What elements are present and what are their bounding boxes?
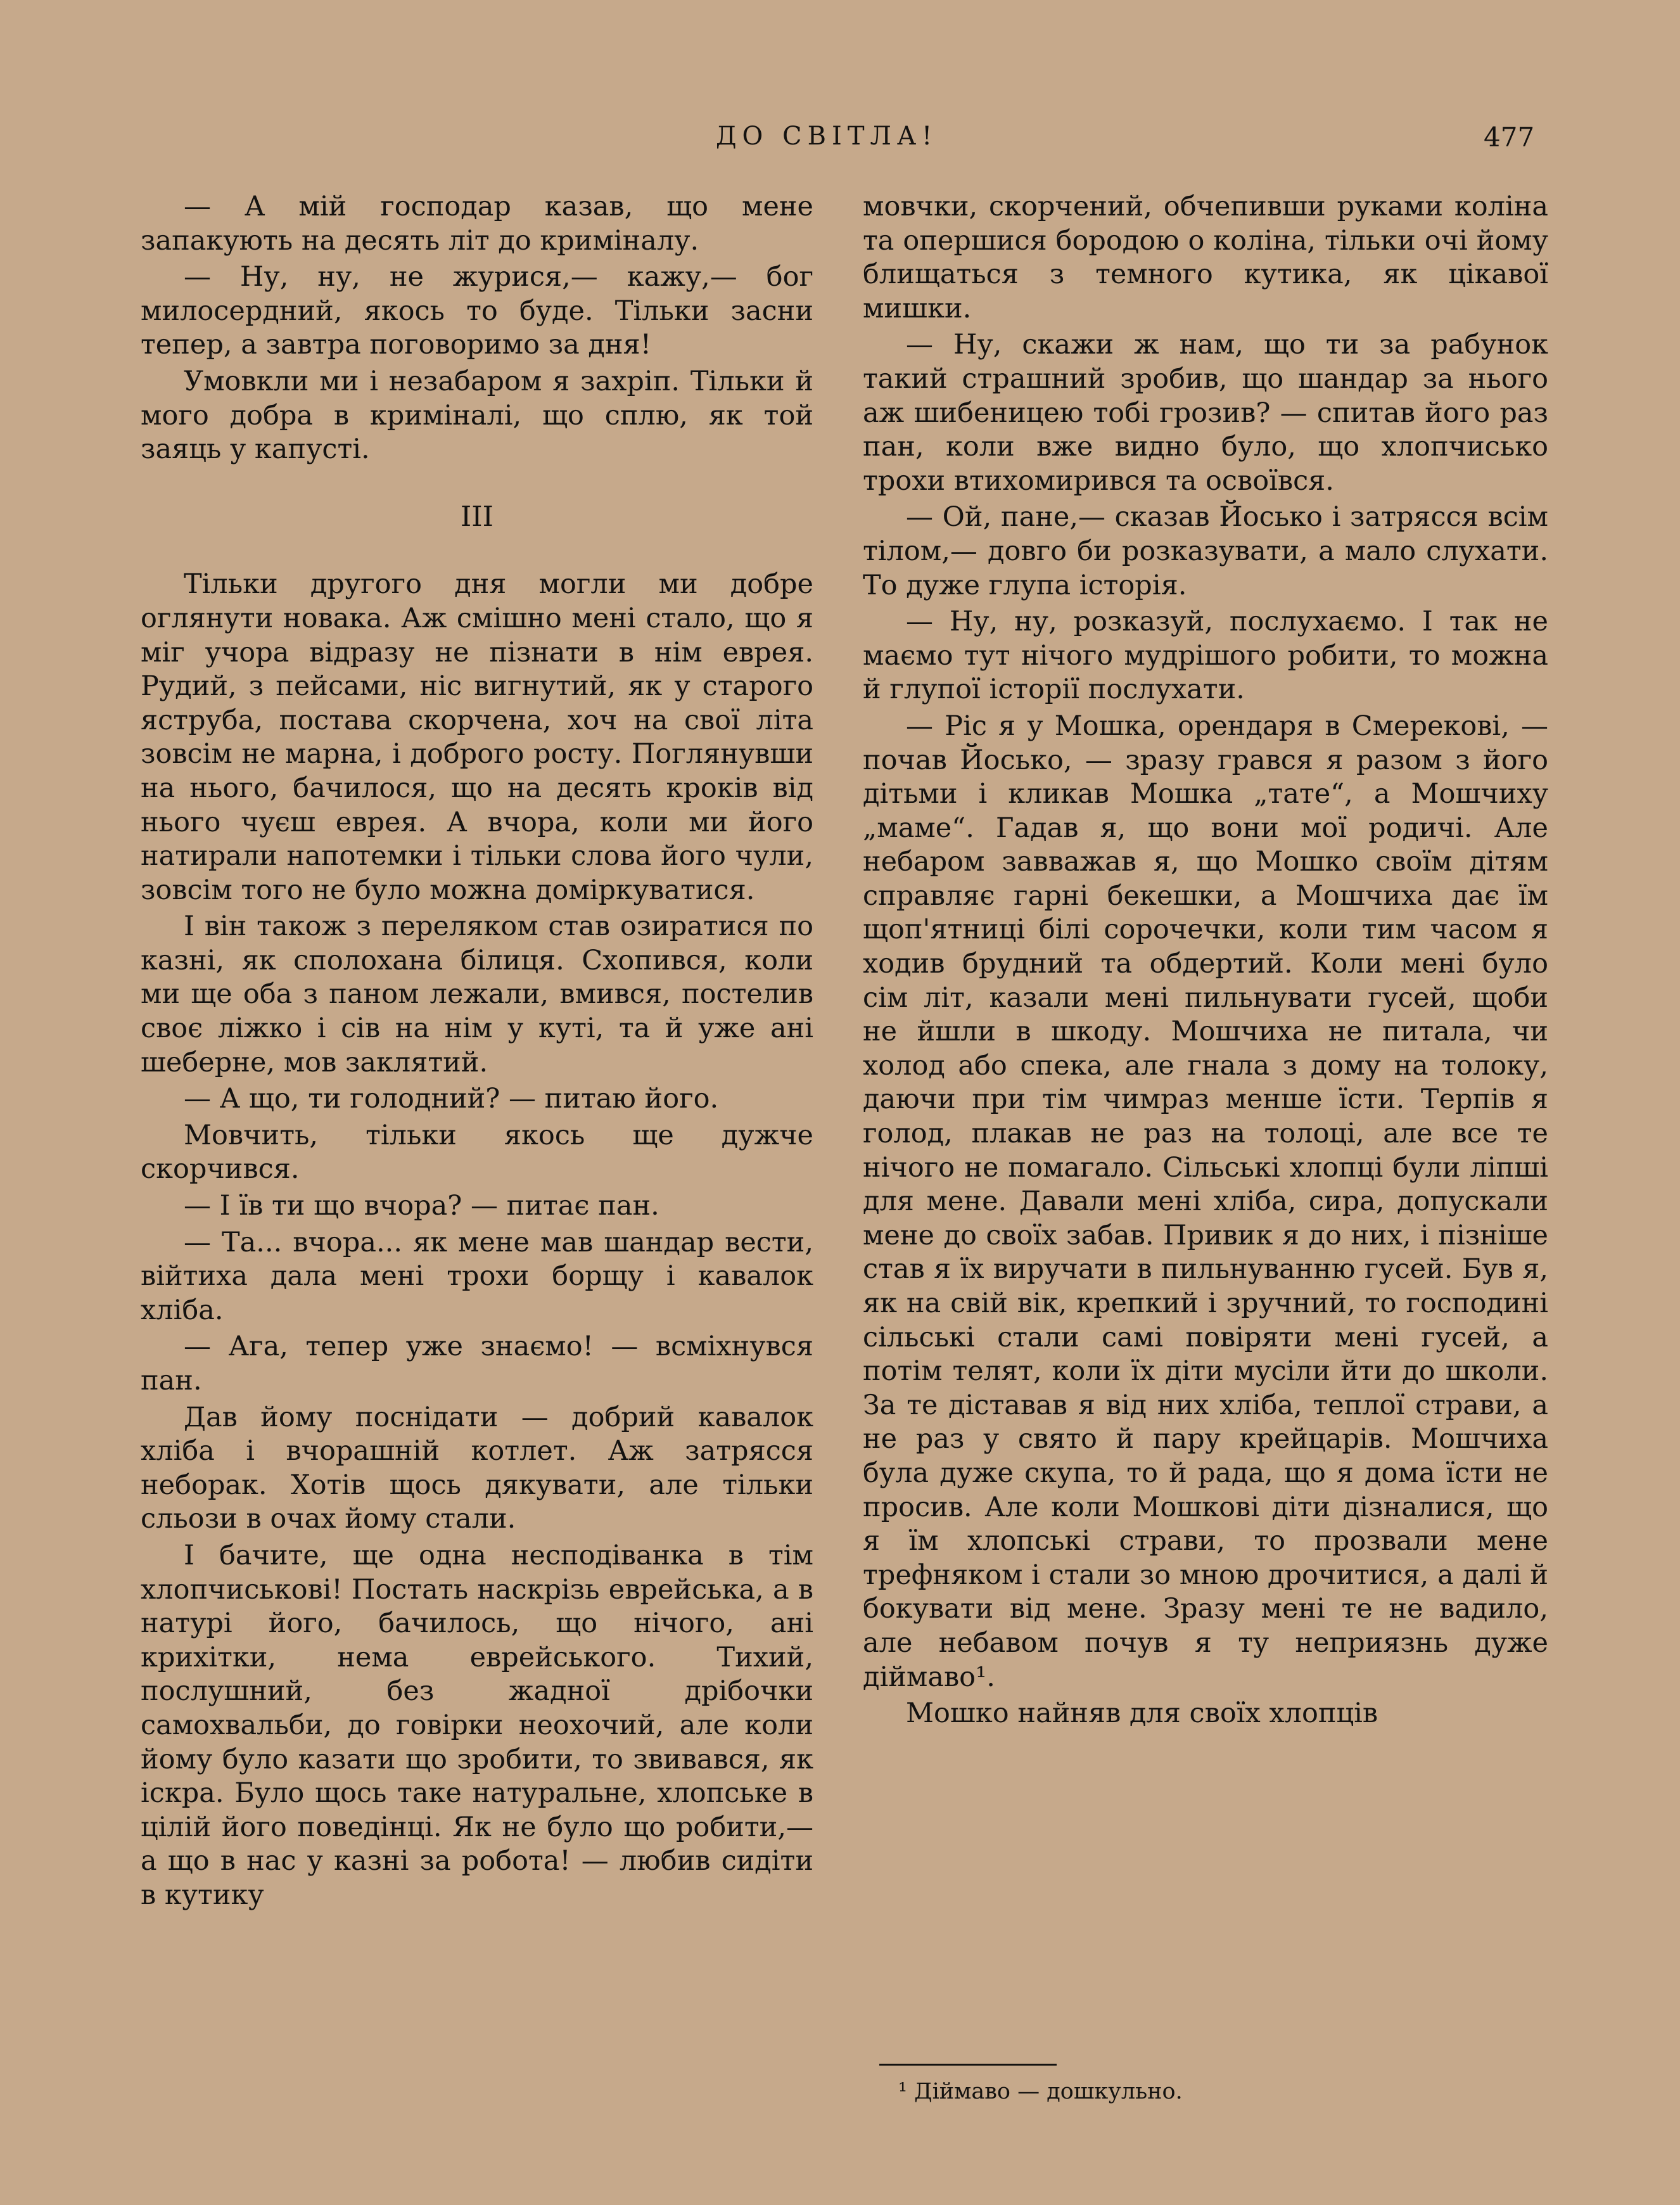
paragraph: Мошко найняв для своїх хлопців: [906, 1697, 1378, 1730]
paragraph: — Ну, ну, розказуй, послухаємо. І так не маємо тут нічого мудрішого робити, то можна й глупої історії послухати.: [863, 606, 1548, 706]
footnote: ¹ Діймаво — дошкульно.: [898, 2079, 1183, 2104]
chapter-heading: III: [460, 500, 494, 533]
paragraph: Мовчить, тільки якось ще дужче скорчився.: [141, 1119, 813, 1186]
paragraph: — Ріс я у Мошка, орендаря в Смерекові, — почав Йосько, — зразу грався я разом з його дітьми і кликав Мошка „тате“, а Мошчиху „маме“. Гадав я, що вони мої родичі. Але небаром завважав я, що Мошко своїм дітям справляє гарні бекешки, а Мошчиха дає їм щоп'ятниці білі сорочечки, коли тим часом я ходив брудний та обдертий. Коли мені було сім літ, казали мені пильнувати гусей, щоби не йшли в шкоду. Мошчиха не питала, чи холод або спека, але гнала з дому на толоку, даючи при тім чимраз менше їсти. Терпів я голод, плакав не раз на толоці, але все те нічого не помагало. Сільські хлопці були ліпші для мене. Давали мені хліба, сира, допускали мене до своїх забав. Привик я до них, і пізніше став я їх виручати в пильнуванню гусей. Був я, як на свій вік, крепкий і зручний, то господині сільські стали самі повіряти мені гусей, а потім телят, коли їх діти мусіли йти до школи. За те діставав я від них хліба, теплої страви, а не раз у свято й пару крейцарів. Мошчиха була дуже скупа, то й рада, що я дома їсти не просив. Але коли Мошкові діти дізналися, що я їм хлопські страви, то прозвали мене трефняком і стали зо мною дрочитися, а далі й бокувати від мене. Зразу мені те не вадило, але небавом почув я ту неприязнь дуже діймаво¹.: [863, 710, 1548, 1693]
paragraph: Умовкли ми і незабаром я захріп. Тільки й мого добра в криміналі, що сплю, як той заяць у капусті.: [141, 365, 813, 466]
right-text-column: [863, 190, 1548, 1734]
paragraph: Тільки другого дня могли ми добре оглянути новака. Аж смішно мені стало, що я міг учора відразу не пізнати в нім еврея. Рудий, з пейсами, ніс вигнутий, як у старого яструба, постава скорчена, хоч на свої літа зовсім не марна, і доброго росту. Поглянувши на нього, бачилося, що на десять кроків від нього чуєш еврея. А вчора, коли ми його натирали напотемки і тільки слова його чули, зовсім того не було можна доміркуватися.: [141, 568, 813, 906]
paragraph: — Ой, пане,— сказав Йосько і затрясся всім тілом,— довго би розказувати, а мало слухати. То дуже глупа історія.: [863, 501, 1548, 601]
paragraph: — Ну, ну, не журися,— кажу,— бог милосердний, якось то буде. Тільки засни тепер, а завтра поговоримо за дня!: [141, 261, 813, 361]
paragraph: — А що, ти голодний? — питаю його.: [184, 1083, 719, 1115]
paragraph: І бачите, ще одна несподіванка в тім хлопчиськові! Постать наскрізь еврейська, а в натурі його, бачилось, що нічого, ані крихітки, нема еврейського. Тихий, послушний, без жадної дрібочки самохвальби, до говірки неохочий, але коли йому було казати що зробити, то звивався, як іскра. Було щось таке натуральне, хлопське в цілій його поведінці. Як не було що робити,— а що в нас у казні за робота! — любив сидіти в кутику: [141, 1539, 813, 1911]
paragraph: І він також з переляком став озиратися по казні, як сполохана білиця. Схопився, коли ми ще оба з паном лежали, вмився, постелив своє ліжко і сів на нім у куті, та й уже ані шеберне, мов заклятий.: [141, 911, 813, 1078]
paragraph: — Та... вчора... як мене мав шандар вести, війтиха дала мені трохи борщу і кавалок хліба.: [141, 1226, 813, 1326]
paragraph: — І їв ти що вчора? — питає пан.: [184, 1190, 659, 1222]
footnote-divider: [879, 2064, 1057, 2066]
left-text-column: [141, 190, 813, 1915]
page-number: 477: [1484, 122, 1535, 153]
paragraph: — Ну, скажи ж нам, що ти за рабунок такий страшний зробив, що шандар за нього аж шибеницею тобі грозив? — спитав його раз пан, коли вже видно було, що хлопчисько трохи втихомирився та освоївся.: [863, 329, 1548, 497]
running-title: ДО СВІТЛА!: [716, 122, 938, 151]
paragraph: мовчки, скорчений, обчепивши руками коліна та опершися бородою о коліна, тільки очі йому блищаться з темного кутика, як цікавої мишки.: [863, 191, 1548, 324]
paragraph: Дав йому поснідати — добрий кавалок хліба і вчорашній котлет. Аж затрясся неборак. Хотів щось дякувати, але тільки сльози в очах йому стали.: [141, 1401, 813, 1535]
paragraph: — А мій господар казав, що мене запакують на десять літ до криміналу.: [141, 191, 813, 257]
paragraph: — Ага, тепер уже знаємо! — всміхнувся пан.: [141, 1331, 813, 1396]
